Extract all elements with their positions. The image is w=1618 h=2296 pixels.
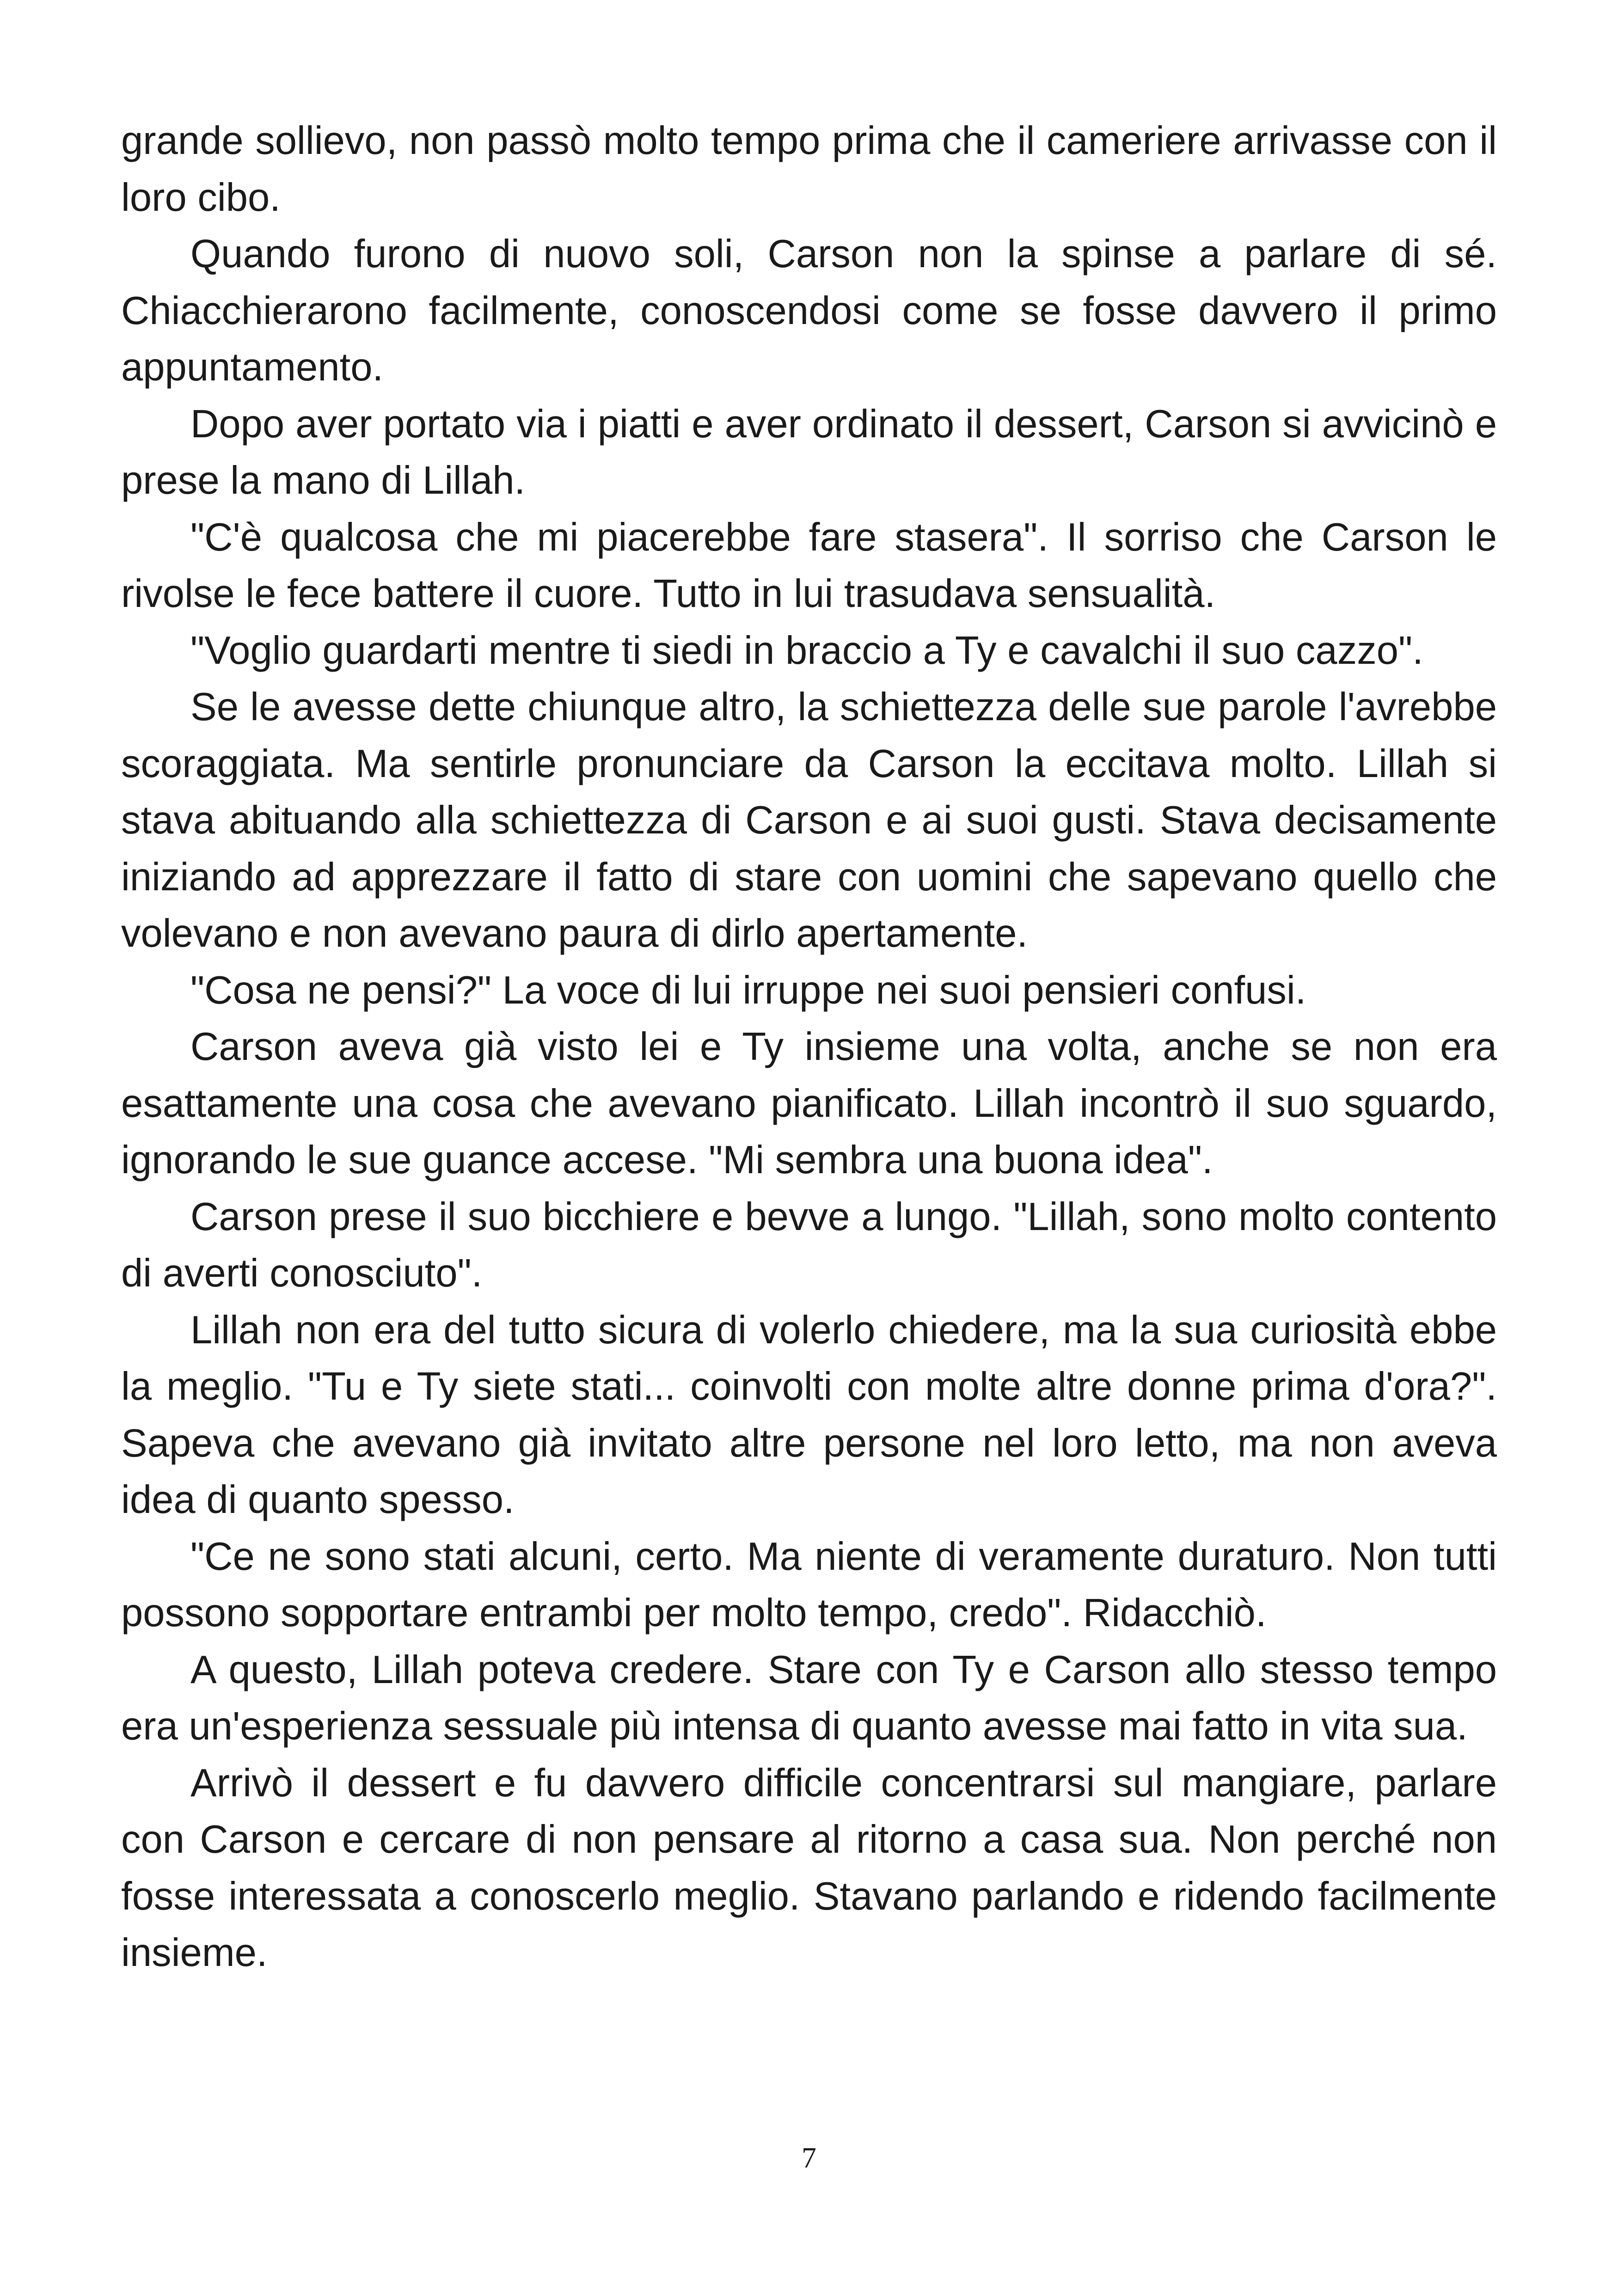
body-text bbox=[121, 113, 1497, 1982]
page-number: 7 bbox=[802, 2141, 816, 2174]
paragraph: Quando furono di nuovo soli, Carson non la spinse a parlare di sé. Chiacchierarono facilmente, conoscendosi come se fosse davvero il primo appuntamento. bbox=[121, 232, 1497, 389]
paragraph: grande sollievo, non passò molto tempo prima che il cameriere arrivasse con il loro cibo. bbox=[121, 119, 1497, 220]
paragraph: Arrivò il dessert e fu davvero difficile concentrarsi sul mangiare, parlare con Carson e cercare di non pensare al ritorno a casa sua. Non perché non fosse interessata a conoscerlo meglio. Stavano parlando e ridendo facilmente insieme. bbox=[121, 1761, 1497, 1975]
paragraph: Dopo aver portato via i piatti e aver ordinato il dessert, Carson si avvicinò e prese la mano di Lillah. bbox=[121, 402, 1497, 502]
paragraph: Carson prese il suo bicchiere e bevve a lungo. "Lillah, sono molto contento di averti conosciuto". bbox=[121, 1194, 1497, 1295]
paragraph: Carson aveva già visto lei e Ty insieme una volta, anche se non era esattamente una cosa che avevano pianificato. Lillah incontrò il suo sguardo, ignorando le sue guance accese. "Mi sembra una buona idea". bbox=[121, 1025, 1497, 1182]
paragraph: "Ce ne sono stati alcuni, certo. Ma niente di veramente duraturo. Non tutti possono sopportare entrambi per molto tempo, credo". Ridacchiò. bbox=[121, 1534, 1497, 1635]
paragraph: "C'è qualcosa che mi piacerebbe fare stasera". Il sorriso che Carson le rivolse le fece battere il cuore. Tutto in lui trasudava sensualità. bbox=[121, 515, 1497, 616]
paragraph: Se le avesse dette chiunque altro, la schiettezza delle sue parole l'avrebbe scoraggiata. Ma sentirle pronunciare da Carson la eccitava molto. Lillah si stava abituando alla schiettezza di Carson e ai suoi gusti. Stava decisamente iniziando ad apprezzare il fatto di stare con uomini che sapevano quello che volevano e non avevano paura di dirlo apertamente. bbox=[121, 685, 1497, 955]
paragraph: Lillah non era del tutto sicura di volerlo chiedere, ma la sua curiosità ebbe la meglio. "Tu e Ty siete stati... coinvolti con molte altre donne prima d'ora?". Sapeva che avevano già invitato altre persone nel loro letto, ma non aveva idea di quanto spesso. bbox=[121, 1308, 1497, 1522]
paragraph: A questo, Lillah poteva credere. Stare con Ty e Carson allo stesso tempo era un'esperienza sessuale più intensa di quanto avesse mai fatto in vita sua. bbox=[121, 1647, 1497, 1748]
paragraph: "Cosa ne pensi?" La voce di lui irruppe nei suoi pensieri confusi. bbox=[190, 968, 1306, 1012]
paragraph: "Voglio guardarti mentre ti siedi in braccio a Ty e cavalchi il suo cazzo". bbox=[190, 628, 1423, 673]
